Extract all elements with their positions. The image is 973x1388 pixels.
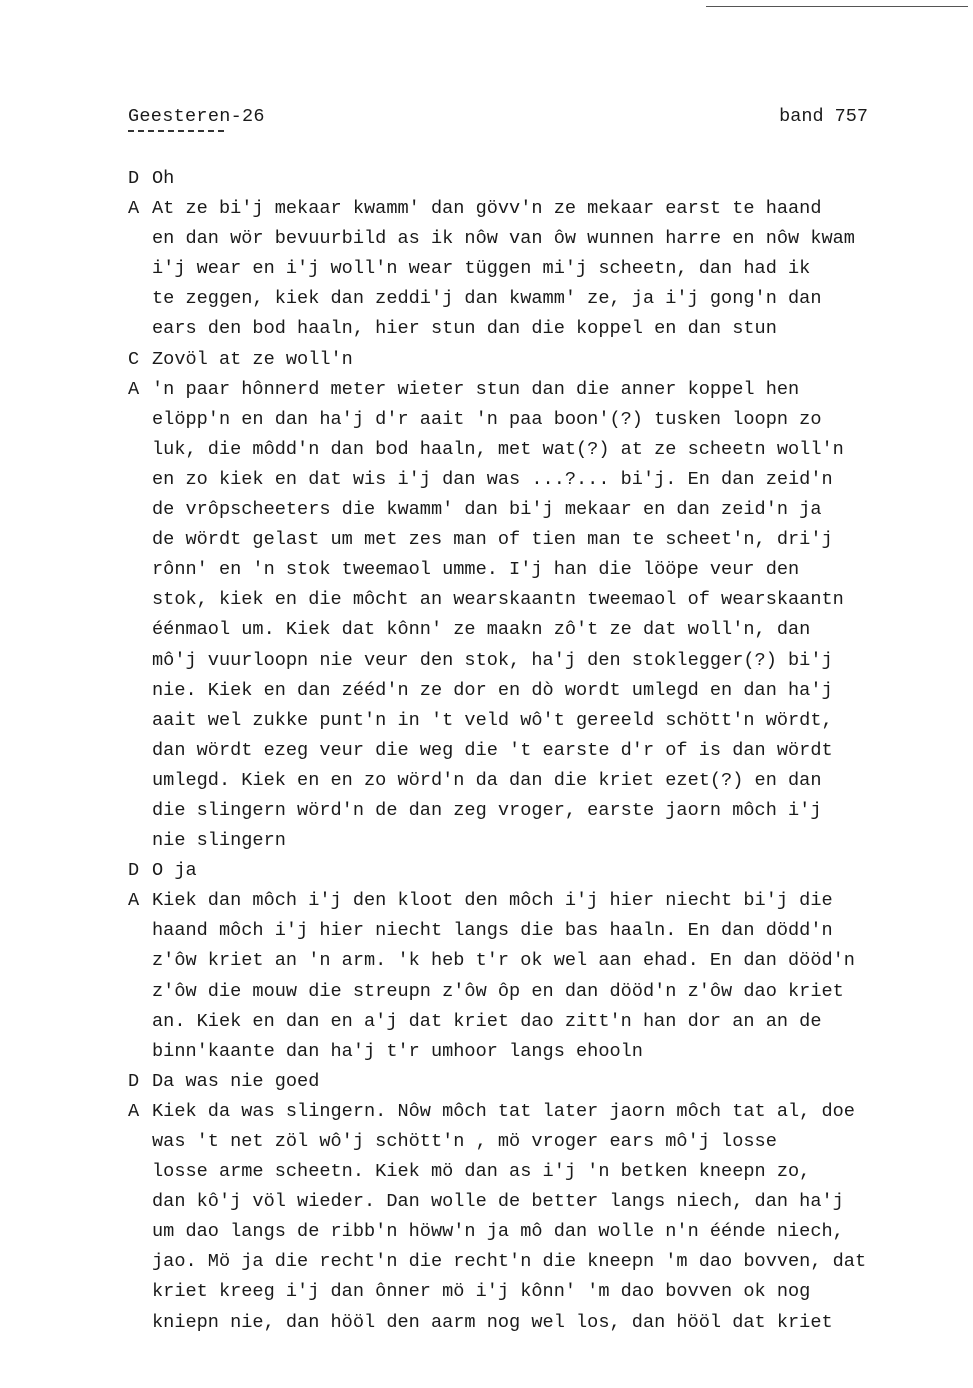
line-text: te zeggen, kiek dan zeddi'j dan kwamm' ze, ja i'j gong'n dan xyxy=(152,288,822,310)
line-text: de vrôpscheeters die kwamm' dan bi'j mekaar en dan zeid'n ja xyxy=(152,499,822,521)
transcript-line xyxy=(128,676,948,706)
line-text: losse arme scheetn. Kiek mö dan as i'j 'n betken kneepn zo, xyxy=(152,1161,811,1183)
transcript-line xyxy=(128,886,948,916)
transcript-line xyxy=(128,435,948,465)
line-text: umlegd. Kiek en en zo wörd'n da dan die kriet ezet(?) en dan xyxy=(152,769,822,791)
speaker: D xyxy=(128,1070,140,1092)
speaker: A xyxy=(128,890,140,912)
transcript-line xyxy=(128,1247,948,1277)
transcript-line xyxy=(128,1097,948,1127)
transcript-line xyxy=(128,1007,948,1037)
transcript-line xyxy=(128,495,948,525)
scan-specks xyxy=(108,30,148,50)
line-text: en zo kiek en dat wis i'j dan was ...?... bi'j. En dan zeid'n xyxy=(152,468,833,490)
transcript-line xyxy=(128,916,948,946)
line-text: i'j wear en i'j woll'n wear tüggen mi'j scheetn, dan had ik xyxy=(152,258,811,280)
speaker: A xyxy=(128,1100,140,1122)
transcript-line xyxy=(128,194,948,224)
line-text: stok, kiek en die môcht an wearskaantn tweemaol of wearskaantn xyxy=(152,589,844,611)
place-label xyxy=(128,106,265,127)
transcript-line xyxy=(128,164,948,194)
transcript-line xyxy=(128,1127,948,1157)
transcript-line xyxy=(128,555,948,585)
line-text: O ja xyxy=(152,860,197,882)
line-text: haand môch i'j hier niecht langs die bas haaln. En dan dödd'n xyxy=(152,920,833,942)
speaker: D xyxy=(128,168,140,189)
line-text: nie. Kiek en dan zééd'n ze dor en dò wordt umlegd en dan ha'j xyxy=(152,679,833,701)
transcript-line xyxy=(128,1157,948,1187)
transcript-line xyxy=(128,826,948,856)
speaker: A xyxy=(128,198,140,220)
transcript-line xyxy=(128,796,948,826)
page-header xyxy=(128,106,868,132)
place-text: Geesteren-26 xyxy=(128,106,265,127)
transcript-line xyxy=(128,585,948,615)
transcript-line xyxy=(128,706,948,736)
line-text: elöpp'n en dan ha'j d'r aait 'n paa boon'(?) tusken loopn zo xyxy=(152,408,822,430)
line-text: en dan wör bevuurbild as ik nôw van ôw wunnen harre en nôw kwam xyxy=(152,228,855,250)
line-text: z'ôw die mouw die streupn z'ôw ôp en dan dööd'n z'ôw dao kriet xyxy=(152,980,844,1002)
line-text: rônn' en 'n stok tweemaol umme. I'j han die lööpe veur den xyxy=(152,559,800,581)
transcript xyxy=(128,164,948,1338)
transcript-line xyxy=(128,224,948,254)
line-text: was 't net zöl wô'j schött'n , mö vroger ears mô'j losse xyxy=(152,1131,777,1152)
transcript-line xyxy=(128,856,948,886)
line-text: um dao langs de ribb'n höww'n ja mô dan wolle n'n éénde niech, xyxy=(152,1221,844,1243)
line-text: Oh xyxy=(152,168,175,189)
speaker: D xyxy=(128,860,140,882)
transcript-line xyxy=(128,615,948,645)
line-text: éénmaol um. Kiek dat kônn' ze maakn zô't ze dat woll'n, dan xyxy=(152,619,811,641)
line-text: de wördt gelast um met zes man of tien man te scheet'n, dri'j xyxy=(152,529,833,551)
transcript-line xyxy=(128,284,948,314)
line-text: mô'j vuurloopn nie veur den stok, ha'j den stoklegger(?) bi'j xyxy=(152,649,833,671)
transcript-line xyxy=(128,1067,948,1097)
top-rule xyxy=(706,6,968,7)
line-text: z'ôw kriet an 'n arm. 'k heb t'r ok wel aan ehad. En dan dööd'n xyxy=(152,950,855,972)
transcript-line xyxy=(128,646,948,676)
speaker: A xyxy=(128,378,140,400)
transcript-line xyxy=(128,525,948,555)
line-text: Kiek dan môch i'j den kloot den môch i'j hier niecht bi'j die xyxy=(152,890,833,912)
transcript-line xyxy=(128,405,948,435)
line-text: kniepn nie, dan hööl den aarm nog wel los, dan hööl dat kriet xyxy=(152,1311,833,1333)
transcript-line xyxy=(128,977,948,1007)
transcript-line xyxy=(128,946,948,976)
line-text: aait wel zukke punt'n in 't veld wô't gereeld schött'n wördt, xyxy=(152,709,833,731)
transcript-line xyxy=(128,766,948,796)
line-text: jao. Mö ja die recht'n die recht'n die kneepn 'm dao bovven, dat xyxy=(152,1251,867,1273)
line-text: Zovöl at ze woll'n xyxy=(152,348,353,370)
line-text: At ze bi'j mekaar kwamm' dan gövv'n ze mekaar earst te haand xyxy=(152,198,822,220)
line-text: luk, die môdd'n dan bod haaln, met wat(?) at ze scheetn woll'n xyxy=(152,438,844,460)
line-text: Kiek da was slingern. Nôw môch tat later jaorn môch tat al, doe xyxy=(152,1100,855,1122)
line-text: Da was nie goed xyxy=(152,1070,320,1092)
line-text: an. Kiek en dan en a'j dat kriet dao zitt'n han dor an an de xyxy=(152,1010,822,1032)
line-text: die slingern wörd'n de dan zeg vroger, earste jaorn môch i'j xyxy=(152,799,822,821)
line-text: dan wördt ezeg veur die weg die 't earste d'r of is dan wördt xyxy=(152,739,833,761)
line-text: ears den bod haaln, hier stun dan die koppel en dan stun xyxy=(152,318,777,340)
line-text: binn'kaante dan ha'j t'r umhoor langs ehooln xyxy=(152,1040,643,1062)
transcript-line xyxy=(128,254,948,284)
transcript-line xyxy=(128,1037,948,1067)
transcript-line xyxy=(128,1187,948,1217)
transcript-line xyxy=(128,465,948,495)
transcript-line xyxy=(128,736,948,766)
transcript-line xyxy=(128,345,948,375)
transcript-line xyxy=(128,1277,948,1307)
band-label: band 757 xyxy=(779,106,868,127)
place-underline xyxy=(128,130,224,132)
line-text: dan kô'j völ wieder. Dan wolle de better langs niech, dan ha'j xyxy=(152,1191,844,1213)
transcript-line xyxy=(128,375,948,405)
line-text: kriet kreeg i'j dan ônner mö i'j kônn' 'm dao bovven ok nog xyxy=(152,1281,811,1303)
line-text: 'n paar hônnerd meter wieter stun dan die anner koppel hen xyxy=(152,378,800,400)
transcript-line xyxy=(128,1217,948,1247)
line-text: nie slingern xyxy=(152,830,286,852)
transcript-line xyxy=(128,314,948,344)
transcript-line xyxy=(128,1308,948,1338)
speaker: C xyxy=(128,348,140,370)
